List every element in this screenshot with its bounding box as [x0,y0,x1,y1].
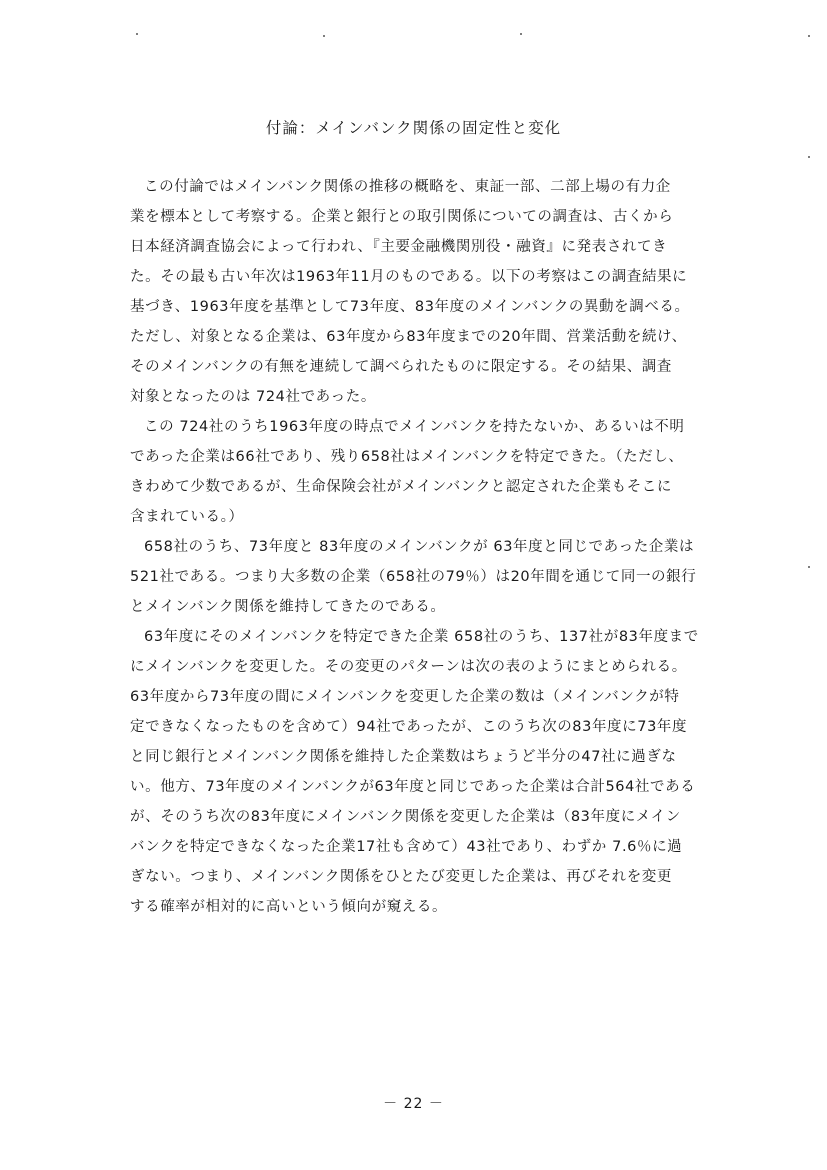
text-line: 658社のうち、73年度と 83年度のメインバンクが 63年度と同じであった企業は [144,539,695,555]
scan-speck [136,33,138,35]
scan-speck [323,35,325,37]
text-line: 対象となったのは 724社であった。 [130,389,376,405]
text-line: きわめて少数であるが、生命保険会社がメインバンクと認定された企業もそこに [130,479,673,495]
text-line: ただし、対象となる企業は、63年度から83年度までの20年間、営業活動を続け、 [130,329,687,345]
page-title: 付論：メインバンク関係の固定性と変化 [265,119,562,137]
text-line: する確率が相対的に高いという傾向が窺える。 [130,899,448,915]
text-line: 業を標本として考察する。企業と銀行との取引関係についての調査は、古くから [130,209,674,225]
text-line: 含まれている。） [130,509,244,525]
text-line: そのメインバンクの有無を連続して調べられたものに限定する。その結果、調査 [130,359,673,375]
text-line: この 724社のうち1963年度の時点でメインバンクを持たないか、あるいは不明 [144,419,685,435]
text-line: 日本経済調査協会によって行われ、『主要金融機関別役・融資』に発表されてき [130,239,668,255]
text-line: 63年度から73年度の間にメインバンクを変更した企業の数は（メインバンクが特 [130,689,680,705]
scan-speck [808,156,810,158]
text-line: にメインバンクを変更した。その変更のパターンは次の表のようにまとめられる。 [130,659,687,675]
text-line: と同じ銀行とメインバンク関係を維持した企業数はちょうど半分の47社に過ぎな [130,749,677,765]
text-line: が、そのうち次の83年度にメインバンク関係を変更した企業は（83年度にメイン [130,809,681,825]
body-text [130,172,720,922]
scan-speck [808,566,810,568]
text-line: ぎない。つまり、メインバンク関係をひとたび変更した企業は、再びそれを変更 [130,869,673,885]
text-line: この付論ではメインバンク関係の推移の概略を、東証一部、二部上場の有力企 [144,179,671,195]
text-line: 521社である。つまり大多数の企業（658社の79％）は20年間を通じて同一の銀行 [130,569,697,585]
text-line: であった企業は66社であり、残り658社はメインバンクを特定できた。（ただし、 [130,449,684,465]
paragraph [130,532,720,622]
text-line: た。その最も古い年次は1963年11月のものである。以下の考察はこの調査結果に [130,269,688,285]
text-line: 定できなくなったものを含めて）94社であったが、このうち次の83年度に73年度 [130,719,688,735]
paragraph [130,412,720,532]
text-line: バンクを特定できなくなった企業17社も含めて）43社であり、わずか 7.6％に過 [130,839,683,855]
text-line: とメインバンク関係を維持してきたのである。 [130,599,446,615]
text-line: 63年度にそのメインバンクを特定できた企業 658社のうち、137社が83年度まで [144,629,699,645]
page-number: － 22 － [383,1096,444,1112]
text-line: 基づき、1963年度を基準として73年度、83年度のメインバンクの異動を調べる。 [130,299,690,315]
scan-speck [520,33,522,35]
text-line: い。他方、73年度のメインバンクが63年度と同じであった企業は合計564社である [130,779,696,795]
paragraph [130,622,720,922]
scan-speck [808,35,810,37]
paragraph [130,172,720,412]
